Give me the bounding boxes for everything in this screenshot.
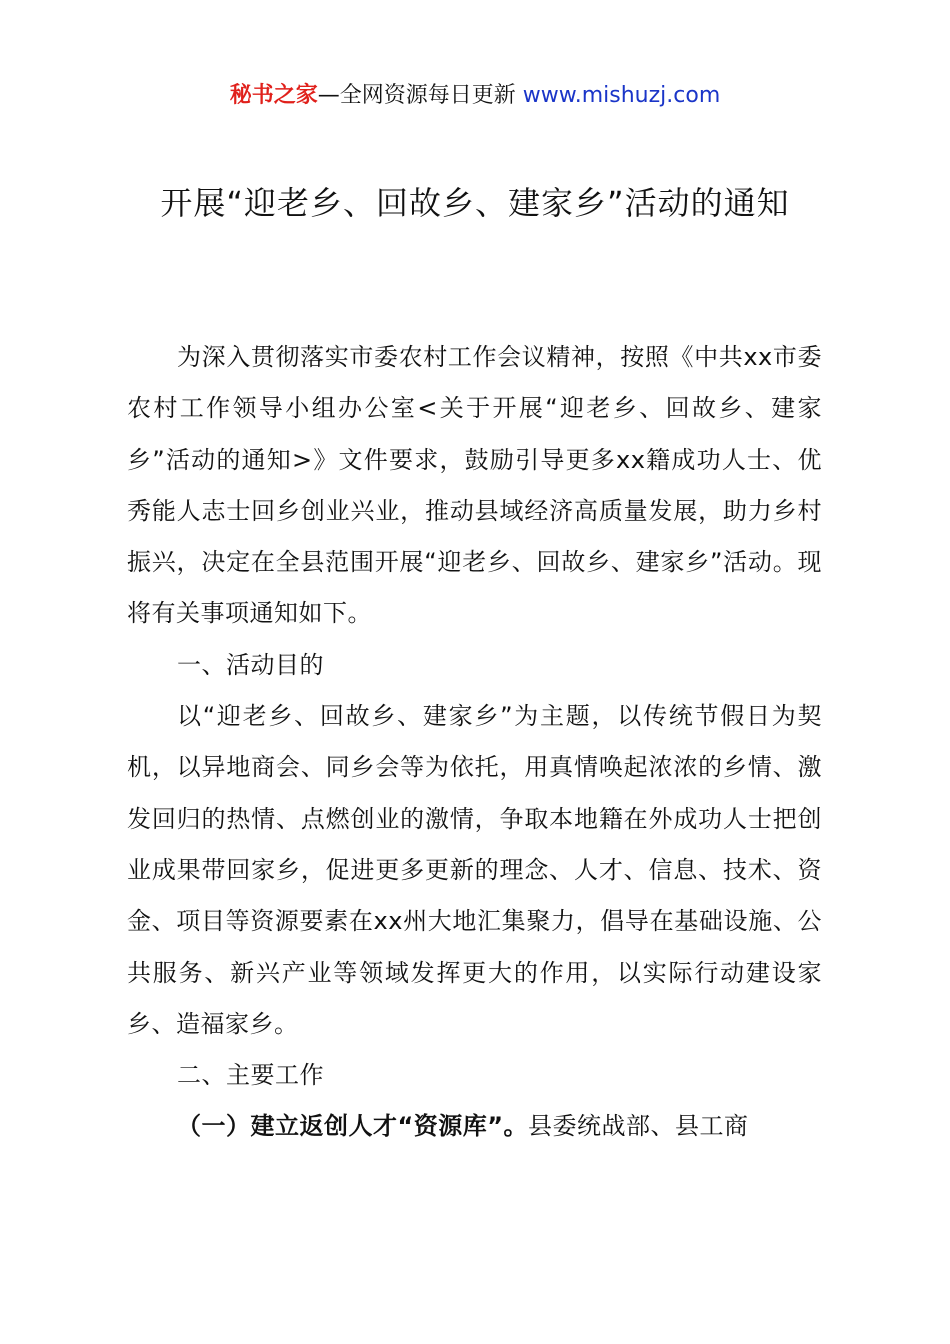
site-brand: 秘书之家 [229,83,318,108]
document-body [127,332,822,1153]
subsection-paragraph [127,1101,822,1152]
site-url-link[interactable]: www.mishuzj.com [522,83,721,108]
subsection-heading: （一）建立返创人才“资源库”。 [177,1112,529,1141]
document-title: 开展“迎老乡、回故乡、建家乡”活动的通知 [160,184,790,222]
section-heading-purpose: 一、活动目的 [177,650,324,679]
intro-paragraph: 为深入贯彻落实市委农村工作会议精神，按照《中共xx市委农村工作领导小组办公室<关于开展“迎老乡、回故乡、建家乡”活动的通知>》文件要求，鼓励引导更多xx籍成功人士、优秀能人志士回乡创业兴业，推动县域经济高质量发展，助力乡村振兴，决定在全县范围开展“迎老乡、回故乡、建家乡”活动。现将有关事项通知如下。 [127,343,822,628]
site-header [0,80,950,112]
subsection-text: 县委统战部、县工商 [528,1112,749,1141]
site-tagline: —全网资源每日更新 [317,83,523,108]
section-heading-main-work: 二、主要工作 [177,1061,324,1090]
purpose-paragraph: 以“迎老乡、回故乡、建家乡”为主题，以传统节假日为契机，以异地商会、同乡会等为依托，用真情唤起浓浓的乡情、激发回归的热情、点燃创业的激情，争取本地籍在外成功人士把创业成果带回家乡，促进更多更新的理念、人才、信息、技术、资金、项目等资源要素在xx州大地汇集聚力，倡导在基础设施、公共服务、新兴产业等领域发挥更大的作用，以实际行动建设家乡、造福家乡。 [127,702,822,1038]
